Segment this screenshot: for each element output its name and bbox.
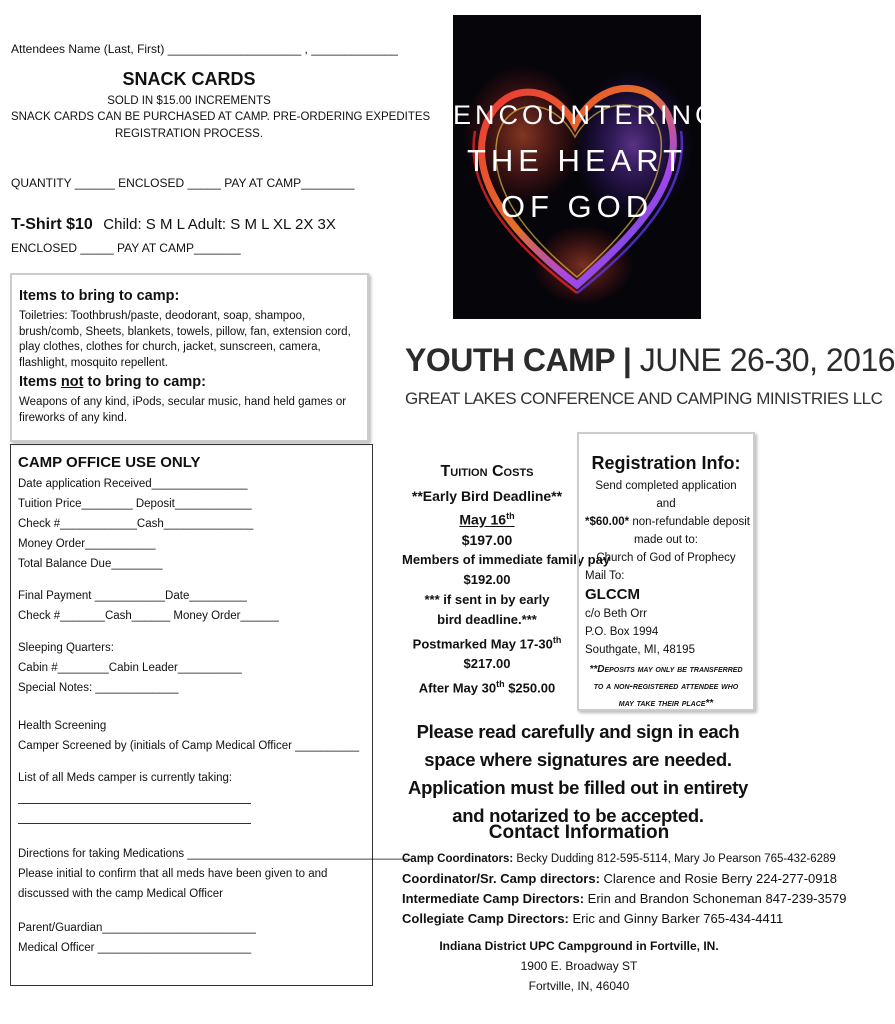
registration-line4: Church of God of Prophecy [596, 552, 736, 564]
early-bird-note: *** if sent in by early bird deadline.*** [424, 591, 550, 627]
camp-office-title: CAMP OFFICE USE ONLY [18, 454, 201, 471]
tshirt-sizes[interactable]: Child: S M L Adult: S M L XL 2X 3X [103, 216, 336, 233]
directions-line[interactable]: Directions for taking Medications ___________________________________ [18, 848, 412, 860]
items-not-title [19, 373, 361, 391]
camp-poster [453, 15, 721, 319]
deposit-transfer-note: **Deposits may only be transferred to a non-registered attendee who may take their place** [589, 664, 743, 709]
contact-role: Intermediate Camp Directors: [402, 891, 585, 906]
campground-name: Indiana District UPC Campground in Fortville, IN. [439, 939, 719, 953]
tshirt-enclosed-line[interactable]: ENCLOSED _____ PAY AT CAMP_______ [11, 241, 241, 255]
mail-to-org: GLCCM [585, 586, 640, 603]
parent-guardian-line[interactable]: Parent/Guardian________________________ [18, 922, 256, 934]
office-row[interactable]: Check #_______Cash______ Money Order______ [18, 610, 279, 622]
contact-names: Eric and Ginny Barker 765-434-4411 [568, 911, 784, 926]
contact-line [402, 889, 846, 909]
office-row: Sleeping Quarters: [18, 642, 114, 654]
early-bird-date-sup: th [506, 511, 515, 521]
office-row[interactable]: Final Payment ___________Date_________ [18, 590, 247, 602]
registration-deposit [585, 513, 750, 531]
registration-info-box [577, 432, 755, 711]
camp-office-box [10, 444, 412, 986]
after-deadline-price: $250.00 [504, 680, 556, 696]
sign-notice: Please read carefully and sign in each space where signatures are needed. Application must be filled out in entirety and notarized to be accepted. [408, 721, 748, 826]
snack-cards-title: SNACK CARDS [122, 69, 256, 89]
camp-office-rows [18, 474, 366, 698]
tuition-title: Tuition Costs [440, 463, 534, 480]
office-row [18, 626, 366, 638]
office-row[interactable]: Check #____________Cash______________ [18, 518, 254, 530]
postmarked-text: Postmarked May 17-30 [412, 635, 553, 651]
youth-camp-title-date: JUNE 26-30, 2016 [639, 342, 895, 378]
contact-names: Erin and Brandon Schoneman 847-239-3579 [584, 891, 847, 906]
health-screening-line[interactable]: Camper Screened by (initials of Camp Medical Officer __________ [18, 740, 360, 752]
contact-role: Camp Coordinators: [402, 853, 514, 865]
family-label: Members of immediate family pay [402, 551, 611, 567]
snack-cards-line2: SNACK CARDS CAN BE PURCHASED AT CAMP. PRE-ORDERING EXPEDITES [11, 111, 431, 123]
postmarked-price: $217.00 [463, 655, 511, 671]
early-bird-date-text: May 16 [459, 511, 507, 528]
items-not-word: not [60, 374, 84, 391]
items-not-prefix: Items [19, 374, 61, 391]
items-not-text: Weapons of any kind, iPods, secular music, hand held games or fireworks of any kind. [19, 396, 347, 425]
tshirt-title: T-Shirt $10 [11, 216, 93, 233]
poster-line3: OF GOD [500, 189, 654, 224]
medical-officer-line[interactable]: Medical Officer ________________________ [18, 942, 252, 954]
registration-deposit-amount: *$60.00* [585, 516, 630, 528]
campground-street: 1900 E. Broadway ST [520, 959, 638, 973]
registration-deposit-rest: non-refundable deposit [629, 516, 750, 528]
postmarked-sup: th [552, 634, 562, 645]
after-deadline-text: After May 30 [418, 680, 497, 696]
contact-title: Contact Information [488, 822, 670, 843]
tshirt-section [11, 216, 336, 234]
mail-to-addr3: Southgate, MI, 48195 [585, 644, 695, 656]
mail-to-addr2: P.O. Box 1994 [585, 626, 659, 638]
snack-quantity-line[interactable]: QUANTITY ______ ENCLOSED _____ PAY AT CAMP________ [11, 176, 355, 190]
mail-to-addr1: c/o Beth Orr [585, 608, 647, 620]
early-bird-date [402, 506, 572, 530]
meds-line-2[interactable] [18, 822, 251, 824]
youth-camp-title-sep: | [614, 342, 640, 378]
early-bird-price: $197.00 [461, 531, 513, 548]
items-bring-text: Toiletries: Toothbrush/paste, deodorant, soap, shampoo, brush/comb, Sheets, blankets, towels, pillow, fan, extension cord, play clothes, clothes for church, jacket, sunscreen, camera, flashlight, mosquito repellent. [19, 310, 351, 369]
contact-line [402, 869, 846, 889]
office-row[interactable]: Date application Received_______________ [18, 478, 248, 490]
youth-camp-title [405, 340, 895, 380]
registration-line3: made out to: [634, 534, 698, 546]
snack-cards-section [11, 68, 431, 143]
meds-line-1[interactable] [18, 802, 251, 804]
health-screening-title: Health Screening [18, 720, 107, 732]
after-deadline [402, 674, 572, 698]
snack-cards-line3: REGISTRATION PROCESS. [114, 128, 264, 140]
office-row[interactable]: Total Balance Due________ [18, 558, 163, 570]
contact-line [402, 849, 846, 869]
items-box [10, 273, 369, 442]
office-row[interactable]: Tuition Price________ Deposit____________ [18, 498, 252, 510]
contact-names: Clarence and Rosie Berry 224-277-0918 [599, 871, 837, 886]
registration-line1: Send completed application and [595, 480, 737, 510]
campground-city: Fortville, IN, 46040 [528, 979, 630, 993]
youth-camp-subtitle: GREAT LAKES CONFERENCE AND CAMPING MINISTRIES LLC [405, 389, 883, 408]
attendee-name-line[interactable]: Attendees Name (Last, First) ____________________ , _____________ [11, 42, 398, 56]
items-not-suffix: to bring to camp: [83, 374, 206, 391]
poster-line1: ENCOUNTERING [453, 100, 721, 130]
early-bird-label: **Early Bird Deadline** [411, 488, 563, 504]
after-deadline-sup: th [496, 678, 505, 689]
registration-title: Registration Info: [591, 453, 741, 473]
contact-list [402, 849, 846, 929]
contact-line [402, 909, 846, 929]
office-row[interactable]: Money Order___________ [18, 538, 156, 550]
initial-confirm-text: Please initial to confirm that all meds have been given to and discussed with the camp Medical Officer [18, 868, 328, 900]
contact-names: Becky Dudding 812-595-5114, Mary Jo Pearson 765-432-6289 [513, 853, 836, 865]
office-row[interactable]: Special Notes: _____________ [18, 682, 179, 694]
contact-role: Coordinator/Sr. Camp directors: [402, 871, 600, 886]
office-row[interactable]: Cabin #________Cabin Leader__________ [18, 662, 242, 674]
poster-line2: THE HEART [466, 143, 688, 178]
items-bring-title: Items to bring to camp: [19, 288, 180, 304]
youth-camp-title-bold: YOUTH CAMP [405, 342, 615, 378]
postmarked-label [402, 630, 572, 654]
snack-cards-line1: SOLD IN $15.00 INCREMENTS [107, 95, 271, 107]
contact-role: Collegiate Camp Directors: [402, 911, 569, 926]
family-price: $192.00 [463, 571, 511, 587]
meds-label: List of all Meds camper is currently taking: [18, 772, 233, 784]
campground-address [402, 936, 756, 996]
office-row [18, 574, 366, 586]
mail-to-label: Mail To: [585, 570, 625, 582]
